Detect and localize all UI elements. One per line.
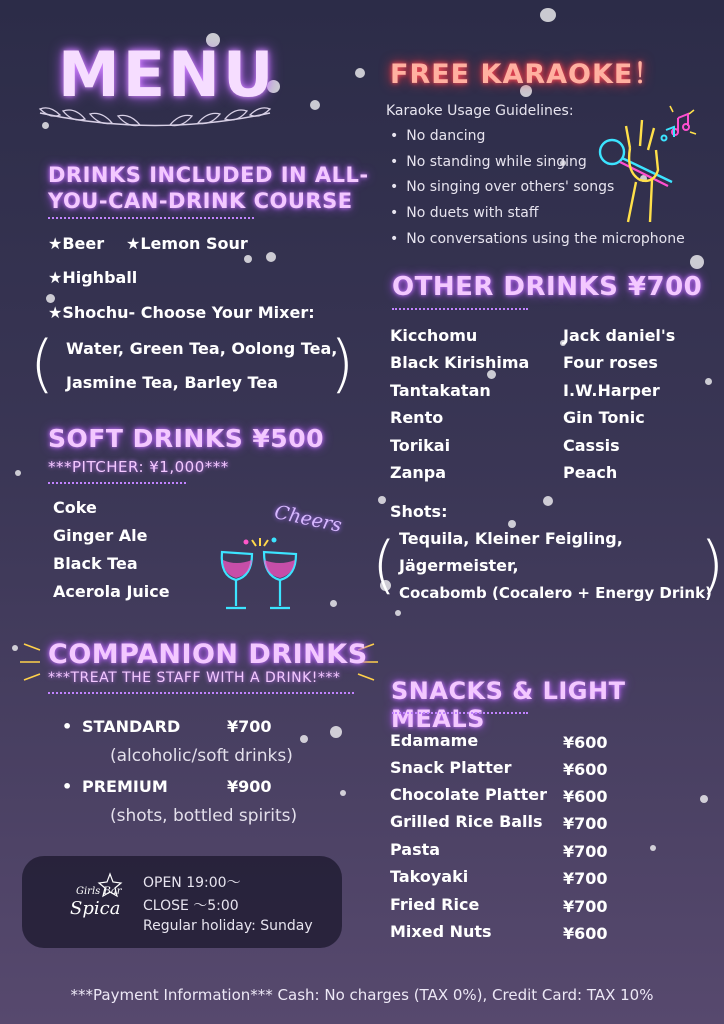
laurel-decoration — [30, 98, 280, 128]
other-drink-item: Cassis — [563, 436, 620, 455]
other-drink-item: Tantakatan — [390, 381, 491, 400]
premium-note: (shots, bottled spirits) — [110, 806, 298, 826]
left-bracket: ( — [372, 528, 397, 601]
other-drink-item: I.W.Harper — [563, 381, 660, 400]
microphone-hand-icon — [596, 100, 704, 224]
companion-drinks-subheading: ***TREAT THE STAFF WITH A DRINK!*** — [48, 670, 341, 686]
premium-price: ¥900 — [227, 777, 272, 796]
shots-label: Shots: — [390, 502, 448, 521]
snack-price: ¥600 — [563, 760, 608, 779]
divider — [392, 308, 528, 310]
cheers-glasses-icon — [218, 534, 302, 618]
divider — [48, 692, 354, 694]
karaoke-rule: • No conversations using the microphone — [390, 227, 685, 253]
right-bracket: ) — [330, 327, 355, 400]
snack-name: Pasta — [390, 840, 441, 859]
payment-info: ***Payment Information*** Cash: No charges (TAX 0%), Credit Card: TAX 10% — [70, 986, 654, 1004]
other-drink-item: Black Kirishima — [390, 353, 530, 372]
other-drink-item: Torikai — [390, 436, 451, 455]
premium-label: PREMIUM — [82, 777, 168, 796]
regular-holiday: Regular holiday: Sunday — [143, 918, 313, 934]
snack-price: ¥600 — [563, 733, 608, 752]
companion-drinks-heading: COMPANION DRINKS — [48, 639, 368, 670]
logo-name: Spica — [70, 898, 121, 919]
other-drink-item: Four roses — [563, 353, 658, 372]
bullet: • — [62, 777, 73, 796]
free-karaoke-heading: FREE KARAOKE！ — [390, 59, 662, 90]
standard-note: (alcoholic/soft drinks) — [110, 746, 293, 766]
snack-name: Takoyaki — [390, 867, 469, 886]
cheers-text: Cheers — [272, 501, 344, 537]
close-time: CLOSE 〜5:00 — [143, 898, 239, 914]
pitcher-price: ***PITCHER: ¥1,000*** — [48, 458, 229, 476]
open-time: OPEN 19:00〜 — [143, 875, 241, 891]
shots-line1: Tequila, Kleiner Feigling, — [399, 529, 623, 548]
other-drink-item: Kicchomu — [390, 326, 478, 345]
highball-item: ★Highball — [48, 268, 138, 287]
snack-price: ¥700 — [563, 814, 608, 833]
snack-price: ¥700 — [563, 842, 608, 861]
snacks-heading: SNACKS & LIGHT MEALS — [391, 677, 626, 733]
other-drink-item: Rento — [390, 408, 444, 427]
karaoke-rule: • No duets with staff — [390, 201, 685, 227]
right-bracket: ) — [700, 528, 724, 601]
divider — [48, 217, 254, 219]
soft-drinks-heading: SOFT DRINKS ¥500 — [48, 424, 324, 453]
snack-name: Fried Rice — [390, 895, 480, 914]
shots-line2: Jägermeister, — [399, 556, 519, 575]
snack-name: Mixed Nuts — [390, 922, 492, 941]
karaoke-rule: • No dancing — [390, 124, 685, 150]
other-drinks-heading: OTHER DRINKS ¥700 — [392, 272, 703, 302]
soft-drink-item: Ginger Ale — [53, 526, 148, 545]
logo-small-text: Girls Bar — [76, 886, 122, 897]
sparkle-left-icon — [18, 640, 42, 684]
snack-name: Edamame — [390, 731, 479, 750]
other-drink-item: Gin Tonic — [563, 408, 645, 427]
snack-price: ¥600 — [563, 924, 608, 943]
divider — [48, 482, 186, 484]
snack-price: ¥700 — [563, 869, 608, 888]
karaoke-rule: • No standing while singing — [390, 150, 685, 176]
soft-drink-item: Black Tea — [53, 554, 138, 573]
mixer-options-line2: Jasmine Tea, Barley Tea — [66, 373, 278, 392]
other-drink-item: Peach — [563, 463, 618, 482]
beer-item: ★Beer — [48, 234, 105, 253]
karaoke-guidelines-title: Karaoke Usage Guidelines: — [386, 103, 574, 119]
drinks-included-heading: DRINKS INCLUDED IN ALL- — [48, 163, 369, 187]
soft-drink-item: Coke — [53, 498, 97, 517]
snack-price: ¥700 — [563, 897, 608, 916]
other-drink-item: Zanpa — [390, 463, 447, 482]
karaoke-rule: • No singing over others' songs — [390, 175, 685, 201]
shochu-item: ★Shochu- Choose Your Mixer: — [48, 303, 315, 322]
standard-label: STANDARD — [82, 717, 181, 736]
drinks-included-heading-line2: YOU-CAN-DRINK COURSE — [48, 189, 353, 213]
other-drink-item: Jack daniel's — [563, 326, 676, 345]
shots-line3: Cocabomb (Cocalero + Energy Drink) — [399, 584, 712, 602]
snack-price: ¥600 — [563, 787, 608, 806]
snack-name: Grilled Rice Balls — [390, 812, 543, 831]
divider — [392, 712, 528, 714]
bullet: • — [62, 717, 73, 736]
left-bracket: ( — [30, 327, 55, 400]
soft-drink-item: Acerola Juice — [53, 582, 170, 601]
standard-price: ¥700 — [227, 717, 272, 736]
lemon-sour-item: ★Lemon Sour — [126, 234, 248, 253]
menu-title: MENU — [58, 38, 277, 111]
shop-info-box — [22, 856, 342, 948]
snack-name: Chocolate Platter — [390, 785, 547, 804]
mixer-options-line1: Water, Green Tea, Oolong Tea, — [66, 339, 338, 358]
snack-name: Snack Platter — [390, 758, 512, 777]
